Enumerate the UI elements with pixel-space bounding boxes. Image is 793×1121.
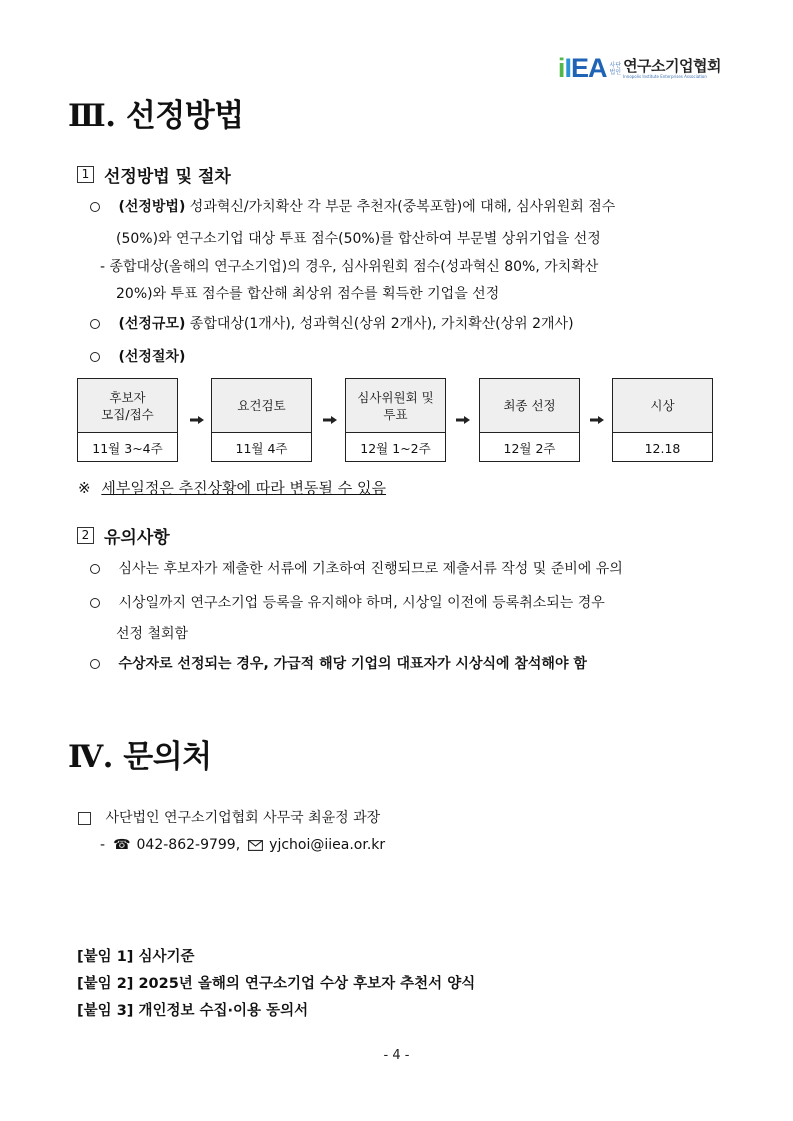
subsection-number-box: 2 bbox=[77, 527, 94, 544]
phone-number: 042-862-9799, bbox=[136, 837, 241, 853]
step-title: 심사위원회 및 투표 bbox=[346, 379, 445, 433]
section-title: 선정방법 bbox=[125, 98, 244, 134]
logo-small-text: 사단 법인 bbox=[609, 61, 622, 76]
email-link[interactable]: yjchoi@iiea.or.kr bbox=[269, 837, 386, 853]
procedure-step bbox=[211, 378, 312, 462]
subsection-number-box: 1 bbox=[77, 166, 94, 183]
section-4-heading bbox=[68, 731, 212, 776]
list-item: (선정방법) 성과혁신/가치확산 각 부문 추천자(중복포함)에 대해, 심사위원회 점수 bbox=[90, 196, 615, 216]
contact-detail-line: - ☎ 042-862-9799, yjchoi@iiea.or.kr bbox=[100, 837, 386, 853]
subsection-1-heading bbox=[77, 162, 231, 187]
step-title: 후보자 모집/접수 bbox=[78, 379, 177, 433]
dash-item-continued: 20%)와 투표 점수를 합산해 최상위 점수를 획득한 기업을 선정 bbox=[116, 286, 500, 302]
attachment-item: [붙임 3] 개인정보 수집·이용 동의서 bbox=[77, 1003, 309, 1019]
circle-bullet-icon bbox=[90, 352, 100, 362]
logo-mark: iIEA bbox=[557, 53, 607, 83]
circle-bullet-icon bbox=[90, 564, 100, 574]
contact-line: 사단법인 연구소기업협회 사무국 최윤정 과장 bbox=[78, 807, 380, 827]
list-item: 시상일까지 연구소기업 등록을 유지해야 하며, 시상일 이전에 등록취소되는 경우 bbox=[90, 592, 605, 612]
procedure-step bbox=[77, 378, 178, 462]
list-item: (선정규모) 종합대상(1개사), 성과혁신(상위 2개사), 가치확산(상위 2개사) bbox=[90, 313, 574, 333]
attachment-item: [붙임 1] 심사기준 bbox=[77, 949, 195, 965]
list-item: (선정절차) bbox=[90, 346, 185, 366]
schedule-note bbox=[78, 477, 386, 498]
procedure-step bbox=[612, 378, 713, 462]
arrow-right-icon bbox=[590, 416, 604, 424]
list-item-continued: 선정 철회함 bbox=[116, 626, 189, 642]
dash-item: - 종합대상(올해의 연구소기업)의 경우, 심사위원회 점수(성과혁신 80%, 가치확산 bbox=[100, 259, 599, 275]
note-mark: ※ bbox=[78, 479, 91, 497]
list-item: 심사는 후보자가 제출한 서류에 기초하여 진행되므로 제출서류 작성 및 준비에 유의 bbox=[90, 558, 623, 578]
step-title: 요건검토 bbox=[212, 379, 311, 433]
subsection-2-heading bbox=[77, 523, 170, 548]
procedure-step bbox=[479, 378, 580, 462]
step-title: 시상 bbox=[613, 379, 712, 433]
envelope-icon bbox=[248, 840, 263, 851]
step-date: 12월 2주 bbox=[503, 441, 556, 456]
note-text: 세부일정은 추진상황에 따라 변동될 수 있음 bbox=[101, 479, 387, 497]
page-number: - 4 - bbox=[383, 1048, 410, 1063]
procedure-step bbox=[345, 378, 446, 462]
step-date: 12.18 bbox=[644, 440, 681, 456]
arrow-right-icon bbox=[323, 416, 337, 424]
circle-bullet-icon bbox=[90, 659, 100, 669]
section-number: Ⅳ. bbox=[68, 739, 113, 775]
circle-bullet-icon bbox=[90, 202, 100, 212]
arrow-right-icon bbox=[190, 416, 204, 424]
association-logo bbox=[558, 55, 721, 82]
step-date: 12월 1~2주 bbox=[360, 441, 431, 456]
arrow-right-icon bbox=[456, 416, 470, 424]
square-bullet-icon bbox=[78, 812, 91, 825]
step-date: 11월 3~4주 bbox=[92, 441, 163, 456]
subsection-title: 선정방법 및 절차 bbox=[104, 167, 231, 187]
list-item: 수상자로 선정되는 경우, 가급적 해당 기업의 대표자가 시상식에 참석해야 함 bbox=[90, 653, 587, 673]
step-date: 11월 4주 bbox=[235, 441, 288, 456]
subsection-title: 유의사항 bbox=[104, 528, 170, 548]
section-3-heading bbox=[68, 90, 244, 135]
section-number: Ⅲ. bbox=[68, 98, 116, 134]
step-title: 최종 선정 bbox=[480, 379, 579, 433]
logo-english-name: Innopolis Institute Enterprises Association bbox=[623, 74, 707, 79]
phone-icon: ☎ bbox=[113, 837, 131, 853]
list-item-continued: (50%)와 연구소기업 대상 투표 점수(50%)를 합산하여 부문별 상위기업을 선정 bbox=[116, 231, 601, 247]
logo-name: 연구소기업협회 bbox=[623, 57, 721, 75]
attachment-item: [붙임 2] 2025년 올해의 연구소기업 수상 후보자 추천서 양식 bbox=[77, 976, 476, 992]
circle-bullet-icon bbox=[90, 598, 100, 608]
circle-bullet-icon bbox=[90, 319, 100, 329]
section-title: 문의처 bbox=[123, 739, 212, 775]
